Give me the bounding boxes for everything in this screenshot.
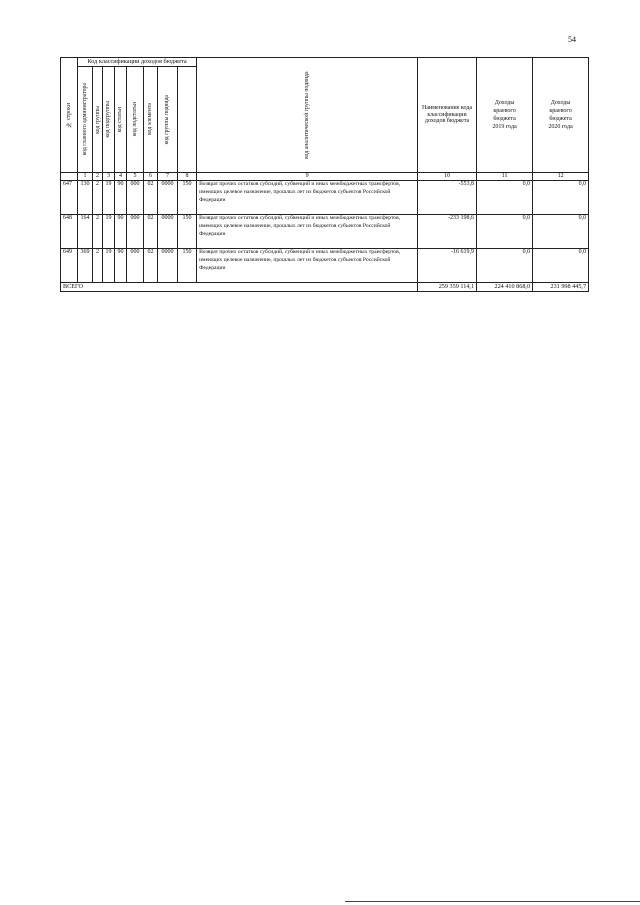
row-number: 649 (61, 249, 78, 283)
subgroup-code-header: код подгруппы (103, 67, 115, 173)
subgroup-code: 19 (103, 215, 115, 249)
element-code: 02 (144, 249, 158, 283)
subtype-group-code: 0000 (158, 181, 178, 215)
article-code: 90 (115, 181, 127, 215)
income-2021: 0,0 (533, 181, 589, 215)
column-numbers-row (61, 173, 589, 181)
column-number: 12 (533, 173, 589, 181)
income-2020-header: Доходы краевого бюджета 2020 года (533, 58, 589, 173)
subgroup-code: 19 (103, 249, 115, 283)
element-code-header: код элемента (144, 67, 158, 173)
column-number: 3 (103, 173, 115, 181)
analytic-subgroup-code: 150 (178, 181, 197, 215)
classification-group-header: Код классификации доходов бюджета (78, 58, 197, 67)
revenue-name: Возврат прочих остатков субсидий, субвенций и иных межбюджетных трансфертов, имеющих целевое назначение, прошлых лет из бюджетов субъектов Российской Федерации (197, 181, 418, 215)
subtype-group-code-header: код группы подвида (158, 67, 178, 173)
subgroup-code: 19 (103, 181, 115, 215)
column-number: 9 (197, 173, 418, 181)
admin-code: 369 (78, 249, 93, 283)
spacer-header (178, 67, 197, 173)
table-row (61, 181, 589, 215)
analytic-subgroup-header: код аналитической группы подвида (197, 58, 418, 173)
group-code-header: код группы (93, 67, 103, 173)
analytic-subgroup-code: 150 (178, 215, 197, 249)
income-2019: -553,8 (418, 181, 477, 215)
group-code: 2 (93, 181, 103, 215)
group-code: 2 (93, 215, 103, 249)
total-label: ВСЕГО (61, 283, 418, 292)
admin-code: 164 (78, 215, 93, 249)
row-number: 647 (61, 181, 78, 215)
article-code: 90 (115, 215, 127, 249)
column-number: 6 (144, 173, 158, 181)
element-code: 02 (144, 181, 158, 215)
income-2019: -16 619,9 (418, 249, 477, 283)
row-number-header: № строки (61, 58, 78, 173)
subtype-group-code: 0000 (158, 215, 178, 249)
column-number-spacer (61, 173, 78, 181)
revenue-name: Возврат прочих остатков субсидий, субвенций и иных межбюджетных трансфертов, имеющих целевое назначение, прошлых лет из бюджетов субъектов Российской Федерации (197, 249, 418, 283)
income-2019-header: Доходы краевого бюджета 2019 года (477, 58, 533, 173)
column-number: 8 (178, 173, 197, 181)
table-row (61, 215, 589, 249)
footer-divider (345, 901, 640, 902)
subarticle-code: 000 (127, 215, 144, 249)
income-2020: 0,0 (477, 181, 533, 215)
total-income-2020: 224 410 868,0 (477, 283, 533, 292)
table-row (61, 249, 589, 283)
column-number: 11 (477, 173, 533, 181)
group-code: 2 (93, 249, 103, 283)
column-number: 10 (418, 173, 477, 181)
article-code-header: код статьи (115, 67, 127, 173)
column-number: 7 (158, 173, 178, 181)
admin-code-header: код главного администратора (78, 67, 93, 173)
revenue-name: Возврат прочих остатков субсидий, субвенций и иных межбюджетных трансфертов, имеющих целевое назначение, прошлых лет из бюджетов субъектов Российской Федерации (197, 215, 418, 249)
income-2021: 0,0 (533, 215, 589, 249)
column-number: 2 (93, 173, 103, 181)
row-number: 648 (61, 215, 78, 249)
income-2021: 0,0 (533, 249, 589, 283)
subtype-group-code: 0000 (158, 249, 178, 283)
column-number: 4 (115, 173, 127, 181)
income-2020: 0,0 (477, 249, 533, 283)
analytic-subgroup-code: 150 (178, 249, 197, 283)
column-number: 1 (78, 173, 93, 181)
budget-income-table (60, 57, 589, 292)
column-number: 5 (127, 173, 144, 181)
income-2020: 0,0 (477, 215, 533, 249)
name-header: Наименование кода классификации доходов бюджета (418, 58, 477, 173)
article-code: 90 (115, 249, 127, 283)
subarticle-code: 000 (127, 249, 144, 283)
subarticle-code: 000 (127, 181, 144, 215)
total-income-2019: 259 359 114,1 (418, 283, 477, 292)
subarticle-code-header: код подстатьи (127, 67, 144, 173)
page-number: 54 (568, 35, 576, 44)
income-2019: -233 198,6 (418, 215, 477, 249)
element-code: 02 (144, 215, 158, 249)
total-row (61, 283, 589, 292)
admin-code: 130 (78, 181, 93, 215)
total-income-2021: 231 998 445,7 (533, 283, 589, 292)
